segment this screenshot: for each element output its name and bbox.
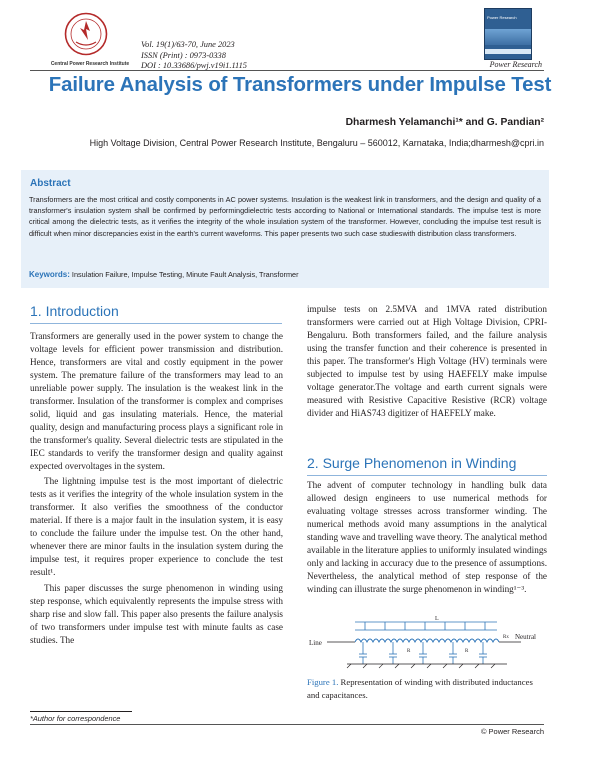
winding-diagram (307, 608, 547, 672)
section-heading-surge: 2. Surge Phenomenon in Winding (307, 455, 517, 471)
label-line: Line (309, 639, 322, 647)
surge-paragraph-1: The advent of computer technology in handling bulk data allowed design engineers to use numerical methods for evaluating voltage stresses across transformer winding. The numerical methods avoid many assumptions in the analytical standing wave and travelling wave theory. The analytical method available in the literature applies to uniformly insulated windings only and lacking in accuracy due to the presence of assumptions. Nevertheless, the analytical method of step response of the winding can illustrate the surge phenomenon in winding¹⁻³. (307, 480, 547, 594)
affiliation: High Voltage Division, Central Power Research Institute, Bengaluru – 560012, Karnataka, India;dharmesh@cpri.in (89, 138, 544, 148)
inter-turn-capacitances (355, 622, 497, 630)
journal-name: Power Research (489, 60, 542, 69)
footer-divider (30, 724, 544, 725)
paper-title: Failure Analysis of Transformers under Impulse Test (48, 74, 552, 96)
header-divider (30, 70, 544, 71)
figure-caption-text: Representation of winding with distributed inductances and capacitances. (307, 677, 533, 700)
section-heading-introduction: 1. Introduction (30, 303, 119, 319)
label-r-2: R (465, 649, 469, 654)
intro-paragraph-1: Transformers are generally used in the power system to change the voltage levels for efficient power transmission and distribution. Hence, transformers are vital and costly equipment in the power system. The premature failure of the transformers may lead to an unreliable power supply. The insulation is the weakest link in the transformer. Insulation of the transformer is complex and comprises solid, liquid and gas insulating materials. Hence, the material quality, design and manufacturing process plays a significant role in the transformer's quality. Several dielectric tests are stipulated in the IEC standards to verify the transformer design and quality against expected overvoltages in the system. (30, 331, 283, 471)
cover-band (485, 29, 532, 45)
cover-title: Power Research (487, 15, 517, 20)
keywords-list: Insulation Failure, Impulse Testing, Minute Fault Analysis, Transformer (69, 270, 299, 279)
cpri-logo-icon (64, 12, 108, 56)
left-column (30, 330, 283, 647)
journal-issn: ISSN (Print) : 0973-0338 (141, 50, 226, 60)
section-rule (30, 323, 282, 324)
intro-paragraph-3: This paper discusses the surge phenomenon in winding using step response, which equivalently represents the impulse stress with sharp rise and slow fall. This paper also presents the failure analysis of two transformers under impulse test with minute faults as case studies. The (30, 583, 283, 645)
footnote-rule (30, 711, 132, 712)
label-neutral: Neutral (515, 633, 536, 641)
journal-doi[interactable]: DOI : 10.33686/pwj.v19i1.1115 (141, 61, 247, 70)
keywords (29, 270, 541, 279)
intro-paragraph-2: The lightning impulse test is the most important of dielectric tests as it verifies the integrity of the whole insulation system in the transformer. It also verifies the smoothness of the conductor material. If there is a major fault in the insulation system, it is easy to conclude the failure under the impulse test. On the other hand, whenever there are minor faults in the insulation system during the impulse test, it requires proper experience to conclude the test result¹. (30, 476, 283, 578)
figure-caption (307, 676, 547, 701)
intro-continuation: impulse tests on 2.5MVA and 1MVA rated distribution transformers were carried out at High Voltage Division, CPRI-Bengaluru. Both transformers failed, and the failure analysis using the transfer function and their coherence is presented in this paper. The transformer's High Voltage (HV) terminals were subjected to impulse test by using HAEFELY make impulse voltage generator.The voltage and earth current signals were measured with Resistive Capacitive Resistive (RCR) voltage divider and HiAS743 digitizer of HAEFELY make. (307, 304, 547, 418)
section-rule (307, 475, 547, 476)
label-l: L (435, 616, 439, 622)
abstract-heading: Abstract (30, 178, 71, 189)
abstract-text: Transformers are the most critical and costly components in AC power systems. Insulation is the weakest link in transformers, and the design and quality of a transformer's insulation system shall be confirmed by performingdielectric tests according to National or International standards. The impulse test is more critical among the dielectric tests, as it verifies the integrity of the whole insulation system of the transformer. However, concluding the impulse test result is difficult when minor discrepancies exist in the earth's current waveforms. This paper presents two such case studieswith distribution class transformers. (29, 195, 541, 238)
journal-cover-image (484, 8, 532, 60)
copyright: © Power Research (480, 727, 544, 736)
inductance-coils (355, 639, 499, 642)
authors: Dharmesh Yelamanchi¹* and G. Pandian² (345, 117, 544, 128)
journal-meta (141, 40, 247, 72)
keywords-label: Keywords: (29, 270, 70, 279)
institute-name: Central Power Research Institute (50, 61, 130, 67)
right-column-top (307, 303, 547, 420)
label-r: R (407, 649, 411, 654)
cover-band-light (485, 49, 532, 54)
correspondence-footnote: *Author for correspondence (30, 714, 121, 723)
journal-volume: Vol. 19(1)/63-70, June 2023 (141, 40, 235, 49)
label-rx: Rx (503, 635, 509, 640)
right-column-surge (307, 479, 547, 596)
figure-label: Figure 1. (307, 677, 339, 687)
